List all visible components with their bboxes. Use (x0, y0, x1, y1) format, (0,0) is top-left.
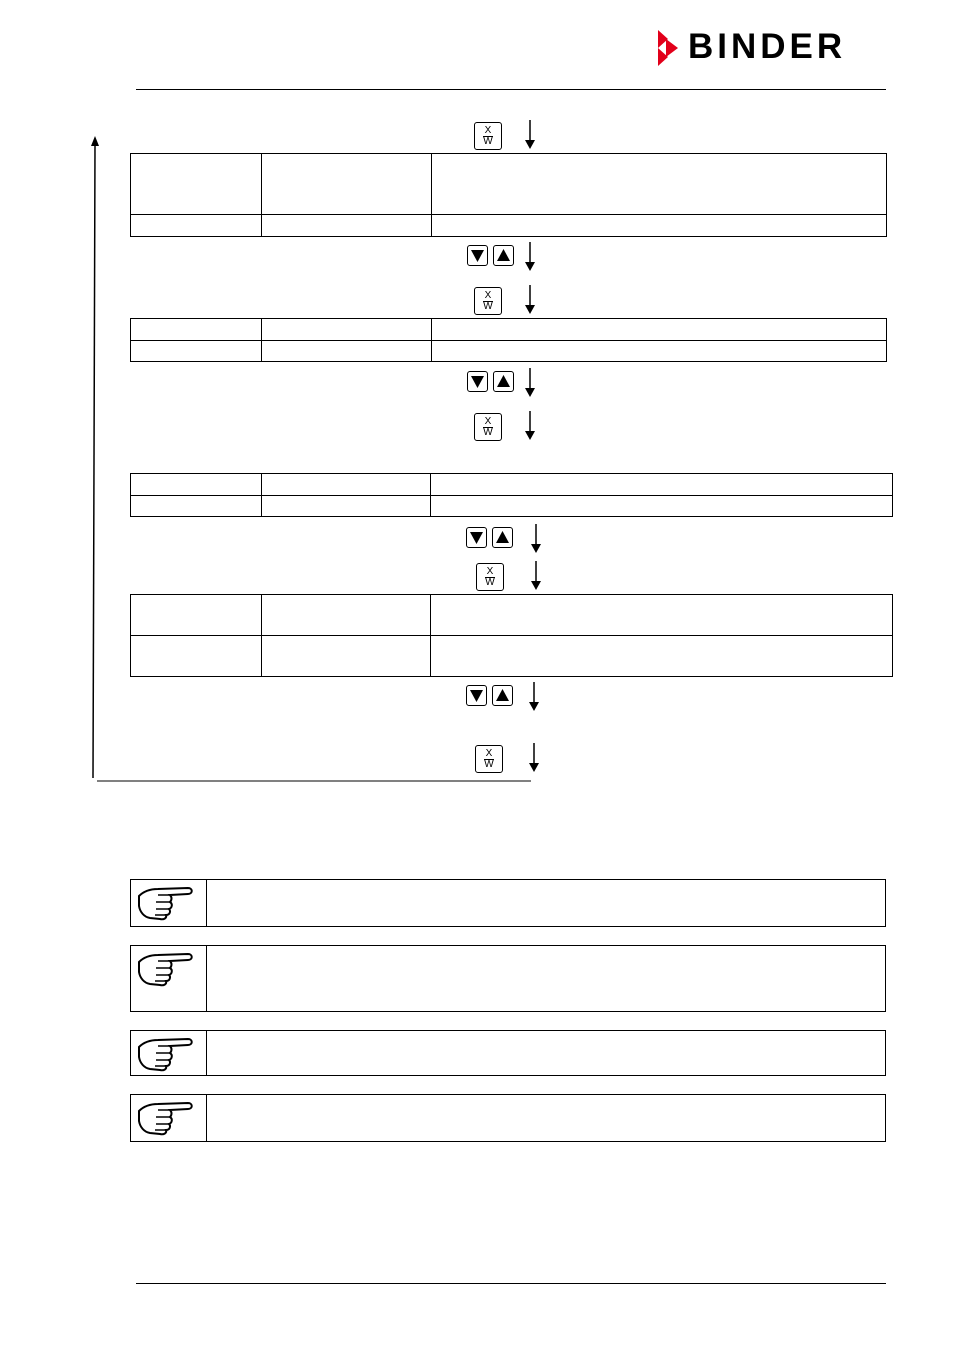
pointing-hand-icon (136, 1035, 196, 1073)
flow-down-arrow-icon (524, 411, 536, 441)
pointing-hand-icon (136, 950, 196, 988)
up-key-button[interactable] (493, 245, 514, 266)
footer-rule (136, 1283, 886, 1284)
flow-down-arrow-icon (524, 120, 536, 150)
xw-key-button[interactable]: X W (476, 563, 504, 591)
xw-key-button[interactable]: X W (475, 745, 503, 773)
parameter-table-4 (130, 594, 893, 677)
note-box-3 (130, 1030, 886, 1076)
up-key-button[interactable] (493, 371, 514, 392)
parameter-table-3 (130, 473, 893, 517)
up-triangle-icon (497, 375, 510, 388)
down-triangle-icon (470, 531, 483, 544)
flow-down-arrow-icon (530, 561, 542, 591)
flow-down-arrow-icon (528, 682, 540, 712)
binder-logo-mark-icon (656, 30, 682, 66)
up-key-button[interactable] (492, 527, 513, 548)
xw-key-button[interactable]: X W (474, 287, 502, 315)
parameter-table-2 (130, 318, 887, 362)
header-rule (136, 89, 886, 90)
down-triangle-icon (471, 375, 484, 388)
xw-key-button[interactable]: X W (474, 413, 502, 441)
down-key-button[interactable] (466, 685, 487, 706)
flow-down-arrow-icon (528, 743, 540, 773)
brand-name: BINDER (688, 27, 847, 66)
down-triangle-icon (471, 249, 484, 262)
down-key-button[interactable] (467, 371, 488, 392)
down-key-button[interactable] (467, 245, 488, 266)
binder-logo (656, 27, 888, 66)
note-box-1 (130, 879, 886, 927)
up-key-button[interactable] (492, 685, 513, 706)
up-triangle-icon (496, 689, 509, 702)
up-triangle-icon (496, 531, 509, 544)
note-box-2 (130, 945, 886, 1012)
parameter-table-1 (130, 153, 887, 237)
pointing-hand-icon (136, 884, 196, 922)
pointing-hand-icon (136, 1099, 196, 1137)
up-triangle-icon (497, 249, 510, 262)
flow-down-arrow-icon (524, 368, 536, 398)
note-box-4 (130, 1094, 886, 1142)
down-key-button[interactable] (466, 527, 487, 548)
flow-down-arrow-icon (524, 285, 536, 315)
xw-key-button[interactable]: X W (474, 122, 502, 150)
flow-down-arrow-icon (530, 524, 542, 554)
flow-down-arrow-icon (524, 242, 536, 272)
down-triangle-icon (470, 689, 483, 702)
